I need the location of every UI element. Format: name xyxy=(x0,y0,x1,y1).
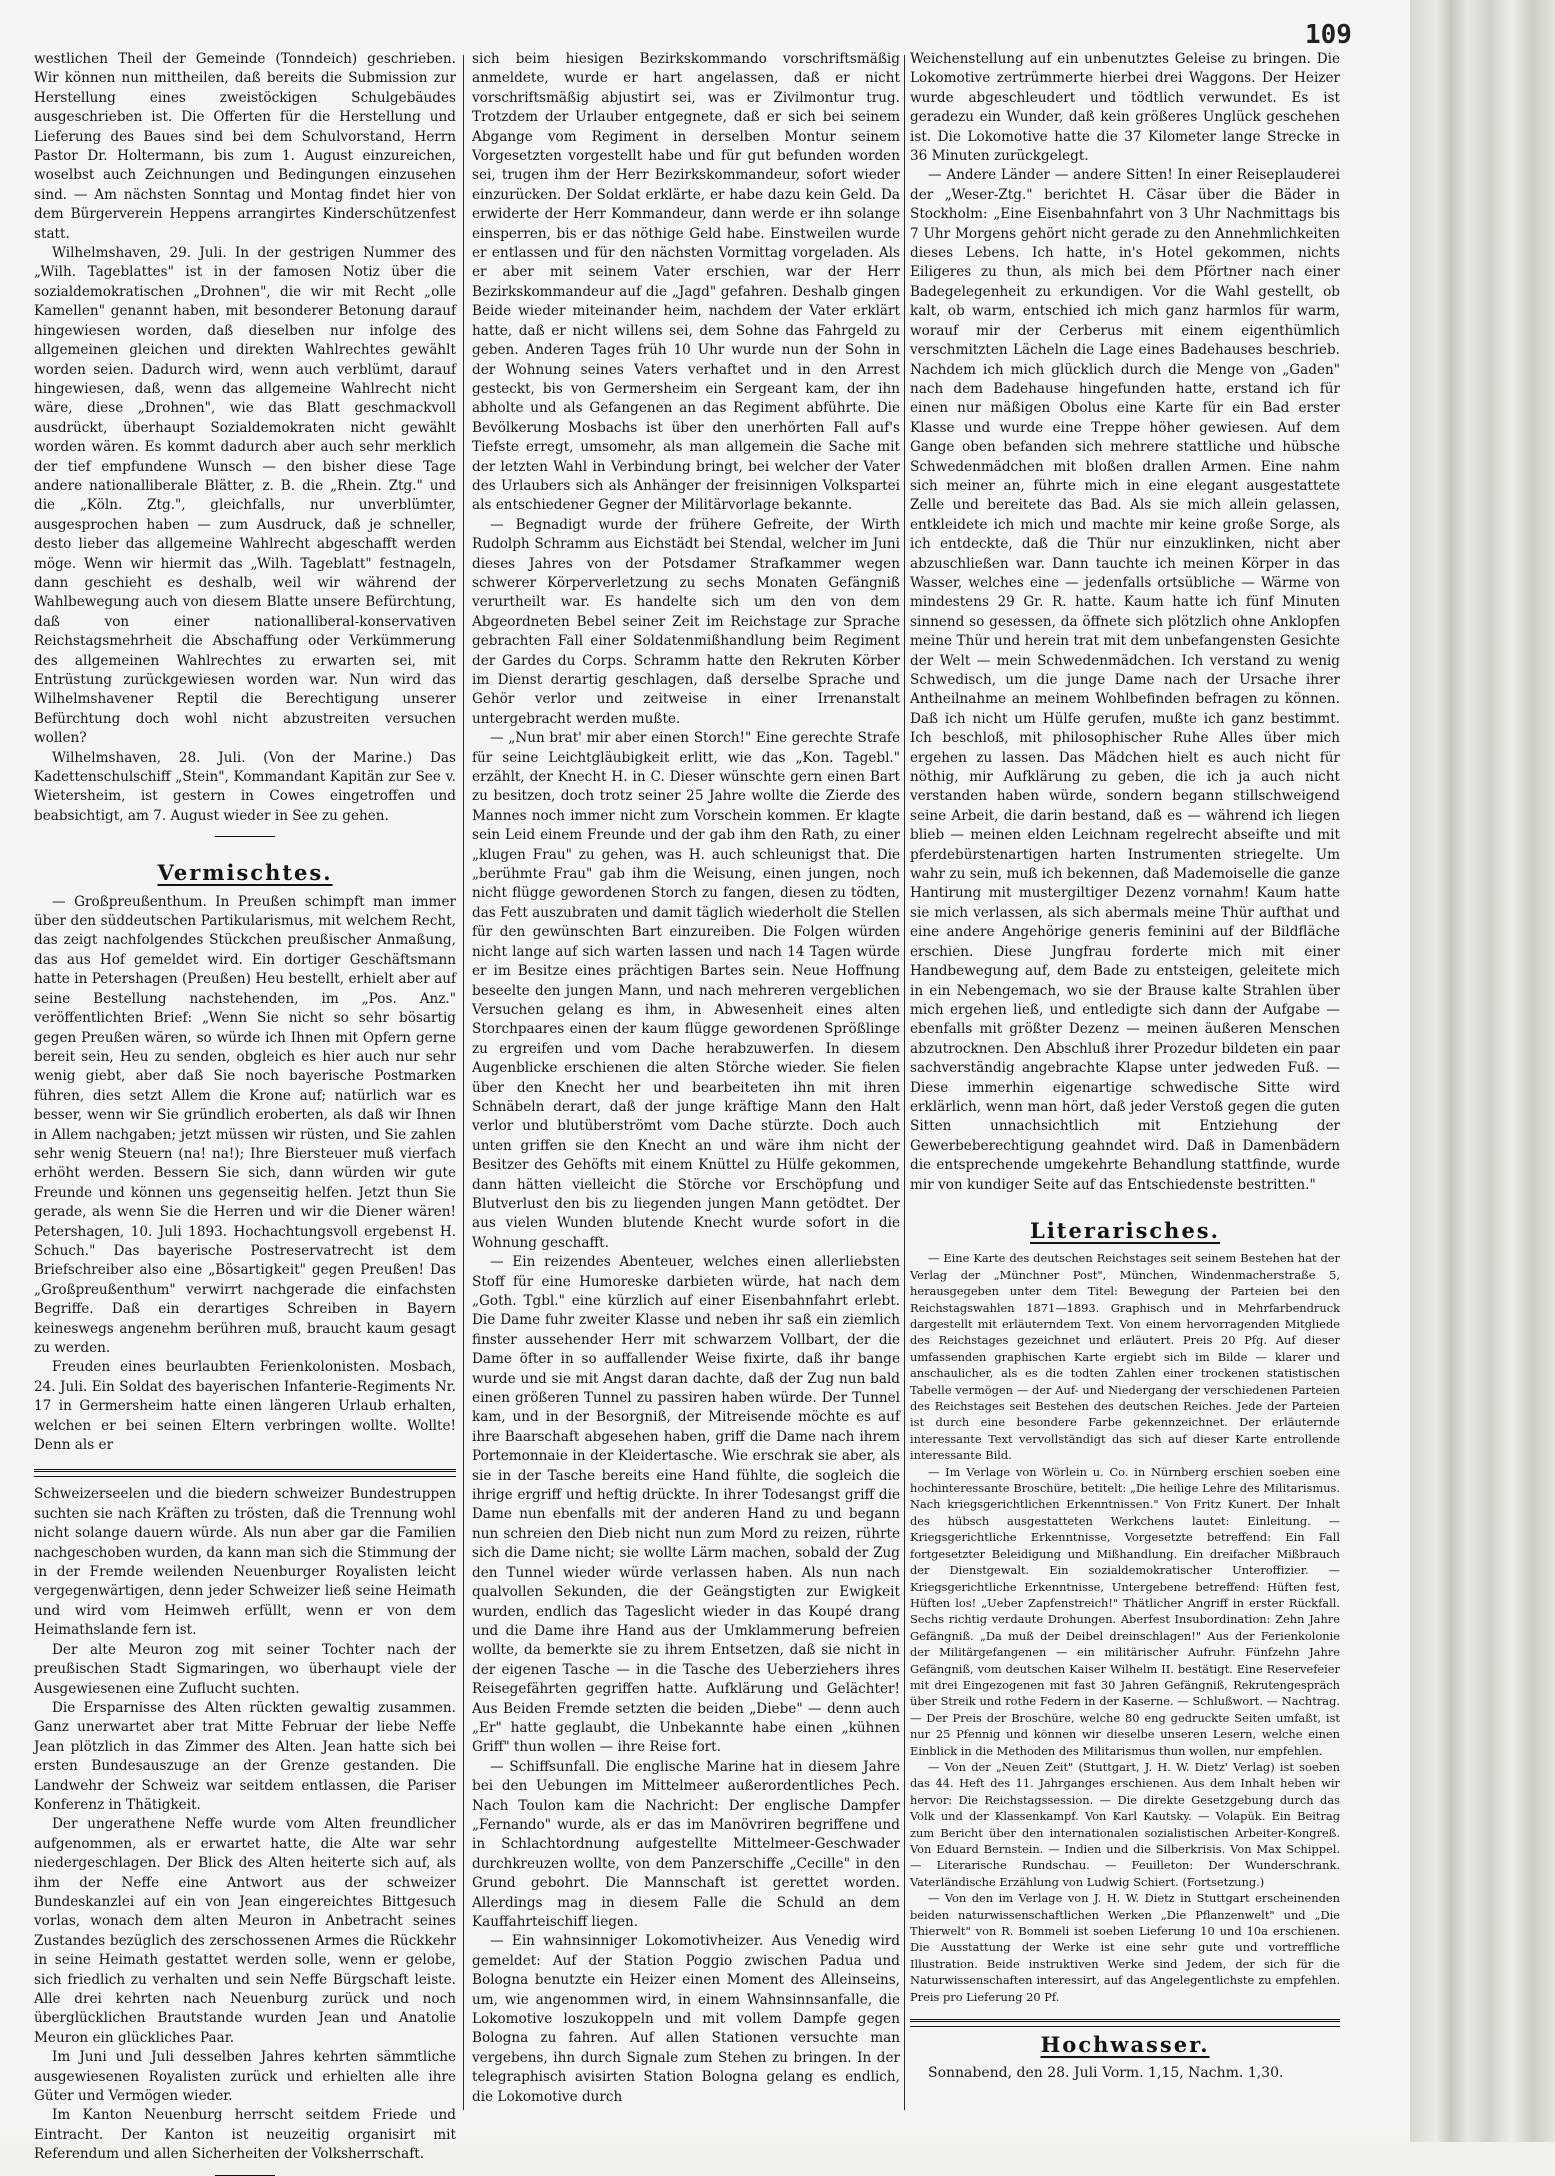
article-paragraph: — Ein wahnsinniger Lokomotivheizer. Aus Venedig wird gemeldet: Auf der Station Poggio zwischen Padua und Bologna benutzte ein Heizer einen Moment des Alleinseins, um, wie angenommen wird, in einem Wahnsinnsanfalle, die Lokomotive loszukoppeln und mit vollem Dampfe gegen Bologna zu fahren. Auf allen Stationen versuchte man vergebens, ihn durch Signale zum Stehen zu bringen. In der telegraphisch avisirten Station Bologna gelang es endlich, die Lokomotive durch xyxy=(472,1933,900,2105)
section-divider xyxy=(215,836,275,837)
column-2 xyxy=(472,50,900,2115)
feuilleton-divider xyxy=(34,1469,456,1477)
article-paragraph: Weichenstellung auf ein unbenutztes Geleise zu bringen. Die Lokomotive zertrümmerte hierbei drei Waggons. Der Heizer wurde abgeschleudert und tödtlich verwundet. Es ist geradezu ein Wunder, daß kein größeres Unglück geschehen ist. Die Lokomotive hatte die 37 Kilometer lange Strecke in 36 Minuten zurückgelegt. xyxy=(910,51,1340,165)
literature-paragraph: — Von der „Neuen Zeit" (Stuttgart, J. H. W. Dietz' Verlag) ist soeben das 44. Heft des 11. Jahrganges erschienen. Aus dem Inhalt heben wir hervor: Die Reichstagssession. — Die direkte Gesetzgebung durch das Volk und der Klassenkampf. Von Karl Kautsky. — Volapük. Ein Beitrag zum Bericht über den internationalen sozialistischen Arbeiter-Kongreß. Von Eduard Bernstein. — Indien und die Silberkrisis. Von Max Schippel. — Literarische Rundschau. — Feuilleton: Der Wunderschrank. Vaterländische Erzählung von Ludwig Schiert. (Fortsetzung.) xyxy=(910,1759,1340,1889)
article-paragraph: Wilhelmshaven, 28. Juli. (Von der Marine.) Das Kadettenschulschiff „Stein", Kommandant Kapitän zur See v. Wietersheim, ist gestern in Cowes eingetroffen und beabsichtigt, am 7. August wieder in See zu gehen. xyxy=(34,749,456,824)
article-paragraph: — Andere Länder — andere Sitten! In einer Reiseplauderei der „Weser-Ztg." berichtet H. Cäsar über die Bäder in Stockholm: „Eine Eisenbahnfahrt von 3 Uhr Nachmittags bis 7 Uhr Morgens gehört nicht gerade zu den Annehmlichkeiten dieses Lebens. Ich hatte, in's Hotel gekommen, nichts Eiligeres zu thun, als mich bei dem Pförtner nach einer Badegelegenheit zu erkundigen. Vor die Wahl gestellt, ob kalt, ob warm, entschied ich mich ganz harmlos für warm, worauf mir der Cerberus mit einem eigenthümlich verschmitzten Lächeln die Lage eines Badehauses beschrieb. Nachdem ich mich glücklich durch die Menge von „Gaden" nach dem Badehause hingefunden hatte, erstand ich für einen nur mäßigen Obolus eine Karte für ein Bad erster Klasse und wurde eine Treppe höher gewiesen. Auf dem Gange oben befanden sich mehrere stattliche und hübsche Schwedenmädchen mit bloßen drallen Armen. Eine nahm sich meiner an, führte mich in eine elegant ausgestattete Zelle und bereitete das Bad. Als sie mich allein gelassen, entkleidete ich mich und machte mir keine große Sorge, als ich entdeckte, daß die Thür nur einzuklinken, nicht aber abzuschließen war. Dann tauchte ich meinen Körper in das Wasser, welches eine — jedenfalls ortsübliche — Wärme von mindestens 29 Gr. R. hatte. Kaum hatte ich fünf Minuten sinnend so gesessen, da öffnete sich plötzlich ohne Anklopfen meine Thür und herein trat mit dem unbefangensten Gesichte der Welt — mein Schwedenmädchen. Ich verstand zu wenig Schwedisch, um die junge Dame nach der Ursache ihrer Antheilnahme an meinem Wohlbefinden befragen zu können. Daß ich nicht um Hülfe gerufen, mußte ich ganz bestimmt. Ich beschloß, mit philosophischer Ruhe Alles über mich ergehen zu lassen. Das Mädchen hielt es auch nicht für nöthig, mir Aufklärung zu geben, die ich ja auch nicht verstanden haben würde, sondern begann stillschweigend seine Arbeit, die darin bestand, daß es — während ich liegen blieb — meinen elden Leichnam regelrecht abseifte und mit pferdebürstenartigen harten Instrumenten striegelte. Um wahr zu sein, muß ich bekennen, daß Mademoiselle die ganze Hantirung mit mustergiltiger Dezenz vornahm! Kaum hatte sie mich verlassen, als sich abermals meine Thür aufthat und eine andere Angehörige generis feminini auf der Bildfläche erschien. Diese Jungfrau forderte mich mit einer Handbewegung auf, dem Bade zu entsteigen, geleitete mich in ein Nebengemach, wo sie der Brause kalte Strahlen über mich ergehen ließ, und entledigte sich dann der Aufgabe — ebenfalls mit größter Dezenz — meinen äußeren Menschen abzutrocknen. Den Abschluß ihrer Prozedur bildeten ein paar sachverständig angebrachte Klapse unter jedweden Fuß. — Diese immerhin eigenartige schwedische Sitte wird erklärlich, wenn man hört, daß jeder Verstoß gegen die guten Sitten unnachsichtlich mit Entziehung der Gewerbeberechtigung geahndet wird. Daß in Damenbädern die entsprechende umgekehrte Behandlung stattfinde, wurde mir von kundiger Seite auf das Entschiedenste bestritten." xyxy=(910,167,1340,1193)
tide-times: Sonnabend, den 28. Juli Vorm. 1,15, Nachm. 1,30. xyxy=(928,2065,1284,2082)
section-divider xyxy=(910,2019,1340,2027)
book-edge xyxy=(1410,0,1555,2142)
feuilleton-paragraph: Schweizerseelen und die biedern schweizer Bundestruppen suchten sie nach Kräften zu trösten, daß die Trennung wohl nicht solange dauern würde. Als nun aber gar die Familien nachgeschoben wurden, da kann man sich die Stimmung der in der Fremde weilenden Neuenburger Royalisten leicht vergegenwärtigen, denn jeder Schweizer ließ seine Heimath und wird vom Heimweh erfüllt, wenn er von dem Heimathslande fern ist. xyxy=(34,1486,456,1639)
literature-paragraph: — Von den im Verlage von J. H. W. Dietz in Stuttgart erscheinenden beiden naturwissenschaftlichen Werken „Die Pflanzenwelt" und „Die Thierwelt" von R. Bommeli ist soeben Lieferung 10 und 10a erschienen. Die Ausstattung der Werke ist eine sehr gute und vortreffliche Illustration. Beide instruktiven Werke sind Jedem, der sich für die Naturwissenschaften interessirt, auf das Angelegentlichste zu empfehlen. Preis pro Lieferung 20 Pf. xyxy=(910,1891,1340,2004)
literature-paragraph: — Eine Karte des deutschen Reichstages seit seinem Bestehen hat der Verlag der „Münchner Post", München, Windenmacherstraße 5, herausgegeben unter dem Titel: Bewegung der Parteien bei den Reichstagswahlen 1871—1893. Graphisch und in Mehrfarbendruck dargestellt mit erläuterndem Text. Von einem hervorragenden Mitgliede des Reichstages gezeichnet und erläutert. Preis 20 Pfg. Auf dieser umfassenden graphischen Karte ergiebt sich im Bilde — klarer und anschaulicher, als es die todten Zahlen einer trockenen statistischen Tabelle vermögen — der Auf- und Niedergang der verschiedenen Parteien des Reichstages seit Bestehen des deutschen Reiches. Jede der Parteien ist durch eine besondere Farbe gekennzeichnet. Der erläuternde interessante Text vervollständigt das sich auf dieser Karte entrollende interessante Bild. xyxy=(910,1251,1340,1463)
article-paragraph: sich beim hiesigen Bezirkskommando vorschriftsmäßig anmeldete, wurde er hart angelassen, daß er nicht vorschriftsmäßig abjustirt sei, was er Zivilmontur trug. Trotzdem der Urlauber entgegnete, daß er sich bei seinem Abgange vom Regiment in derselben Montur seinem Vorgesetzten vorgestellt habe und für gut befunden worden sei, trugen ihm der Herr Bezirkskommandeur, sofort wieder einzurücken. Der Soldat erklärte, er habe dazu kein Geld. Da erwiderte der Herr Kommandeur, dann werde er ihn solange einsperren, bis er das nöthige Geld habe. Einstweilen wurde er entlassen und für den nächsten Vormittag vorgeladen. Als er aber mit seinem Vater erschien, war der Herr Bezirkskommandeur auf die „Jagd" gefahren. Deshalb gingen Beide wieder miteinander heim, nachdem der Vater erklärt hatte, daß er nicht willens sei, dem Sohne das Fahrgeld zu geben. Anderen Tages früh 10 Uhr wurde nun der Sohn in der Wohnung seines Vaters verhaftet und in den Arrest gesteckt, bis von Germersheim ein Sergeant kam, der ihn abholte und als Gefangenen an das Regiment abführte. Die Bevölkerung Mosbachs ist über den unerhörten Fall auf's Tiefste erregt, umsomehr, als man allgemein die Sache mit der letzten Wahl in Verbindung bringt, bei welcher der Vater des Urlaubers sich als Anhänger der freisinnigen Volkspartei als entschiedener Gegner der Militärvorlage bekannte. xyxy=(472,51,900,514)
article-paragraph: Freuden eines beurlaubten Ferienkolonisten. Mosbach, 24. Juli. Ein Soldat des bayerischen Infanterie-Regiments Nr. 17 in Germersheim hatte einen längeren Urlaub erhalten, welchen er bei seinen Eltern verbringen wollte. Wollte! Denn als er xyxy=(34,1359,456,1454)
article-paragraph: — „Nun brat' mir aber einen Storch!" Eine gerechte Strafe für seine Leichtgläubigkeit erlitt, wie das „Kon. Tagebl." erzählt, der Knecht H. in C. Dieser wünschte gern einen Bart zu besitzen, doch trotz seiner 25 Jahre wollte die Zierde des Mannes noch immer nicht zum Vorschein kommen. Er klagte sein Leid einem Freunde und der gab ihm den Rath, zu einer „klugen Frau" zu gehen, was H. auch schleunigst that. Die „berühmte Frau" gab ihm die Weisung, einen jungen, noch nicht flügge gewordenen Storch zu fangen, diesen zu tödten, das Fett auszubraten und damit täglich wiederholt die Stellen für den gewünschten Bart einzureiben. Die Folgen würden nicht lange auf sich warten lassen und nach 14 Tagen würde er im Besitze eines prächtigen Bartes sein. Neue Hoffnung beseelte den jungen Mann, und nach mehreren vergeblichen Versuchen gelang es ihm, in Abwesenheit eines alten Storchpaares einen der kaum flügge gewordenen Sprößlinge zu ergreifen und vom Dache herabzuwerfen. In diesem Augenblicke erschienen die alten Störche wieder. Sie fielen über den Knecht her und bearbeiteten ihn mit ihren Schnäbeln derart, daß der junge kräftige Mann den Halt verlor und blutüberströmt vom Dache stürzte. Doch auch unten griffen sie den Knecht an und wäre ihm nicht der Besitzer des Gehöfts mit einem Knüttel zu Hülfe gekommen, dann hätten vielleicht die Störche vor Erschöpfung und Blutverlust den bis zu liegenden jungen Mann getödtet. Der aus vielen Wunden blutende Knecht wurde sofort in die Wohnung geschafft. xyxy=(472,730,900,1251)
feuilleton-paragraph: Der ungerathene Neffe wurde vom Alten freundlicher aufgenommen, als er erwartet hatte, die Alte war sehr niedergeschlagen. Der Blick des Alten heiterte sich auf, als ihm der Neffe eine Antwort aus der schweizer Bundeskanzlei auf ein von Jean eingereichtes Bittgesuch vorlas, wonach dem alten Meuron in Anbetracht seines Zustandes bezüglich des zerschossenen Armes die Rückkehr in seine Heimath gestattet werden solle, wenn er gelobe, sich friedlich zu verhalten und sein Neffe Bürgschaft leiste. Alle drei kehrten nach Neuenburg zurück und noch überglücklichen Brautstande wurden Jean und Anatolie Meuron ein glückliches Paar. xyxy=(34,1816,456,2046)
column-rule xyxy=(904,55,905,2110)
section-heading-hochwasser: Hochwasser. xyxy=(1040,2032,1210,2058)
article-paragraph: — Ein reizendes Abenteuer, welches einen allerliebsten Stoff für eine Humoreske darbieten würde, hat nach dem „Goth. Tgbl." eine kürzlich auf einer Eisenbahnfahrt erlebt. Die Dame fuhr zweiter Klasse und neben ihr saß ein ziemlich finster aussehender Herr mit schwarzem Vollbart, der die Dame öfter in so auffallender Weise fixirte, daß ihr bange wurde und sie mit Angst daran dachte, daß der Zug nun bald einen größeren Tunnel zu passiren haben würde. Der Tunnel kam, und in der Besorgniß, der Mitreisende möchte es auf ihre Baarschaft abgesehen haben, griff die Dame nach ihrem Portemonnaie in der Kleidertasche. Wie erschrak sie aber, als sie in der Tasche bereits eine Hand fühlte, die sogleich die ihrige ergriff und heftig drückte. In ihrer Todesangst griff die Dame nun ebenfalls mit der anderen Hand zu und begann nun schreien den Dieb nicht nun zum Mord zu reizen, rührte sich die Dame nicht; sie wollte Lärm machen, sobald der Zug den Tunnel wieder würde verlassen haben. Als nun nach qualvollen Sekunden, die der Geängstigten zur Ewigkeit wurden, endlich das Tageslicht wieder in das Koupé drang und die Dame ihre Hand aus der Umklammerung befreien wollte, da bemerkte sie zu ihrem Entsetzen, daß sie nicht in der eigenen Tasche — in die Tasche des Ueberziehers ihres Reisegefährten gegriffen hatte. Aufklärung und Gelächter! Aus Beiden Fremde setzten die beiden „Diebe" — denn auch „Er" hatte geglaubt, die Unbekannte habe einen „kühnen Griff" thun wollen — ihre Reise fort. xyxy=(472,1254,900,1756)
article-paragraph: — Begnadigt wurde der frühere Gefreite, der Wirth Rudolph Schramm aus Eichstädt bei Stendal, welcher im Juni dieses Jahres von der Potsdamer Strafkammer wegen schwerer Körperverletzung zu sechs Monaten Gefängniß verurtheilt war. Es handelte sich um den von dem Abgeordneten Bebel seiner Zeit im Reichstage zur Sprache gebrachten Fall einer Soldatenmißhandlung beim Regiment der Gardes du Corps. Schramm hatte den Rekruten Körber im Dienst derartig geschlagen, daß derselbe Sprache und Gehör verlor und zeitweise in einer Irrenanstalt untergebracht werden mußte. xyxy=(472,516,900,727)
page-number: 109 xyxy=(1305,20,1352,50)
column-rule xyxy=(463,55,464,2110)
column-3 xyxy=(910,50,1340,2115)
article-paragraph: — Großpreußenthum. In Preußen schimpft man immer über den süddeutschen Partikularismus, mit welchem Recht, das zeigt nachfolgendes Stückchen preußischer Anmaßung, das aus Hof gemeldet wird. Ein dortiger Geschäftsmann hatte in Petershagen (Preußen) Heu bestellt, erhielt aber auf seine Bestellung nachstehenden, im „Pos. Anz." veröffentlichten Brief: „Wenn Sie nicht so sehr bösartig gegen Preußen wären, so würde ich Ihnen mit Opfern gerne bereit sein, Heu zu senden, obgleich es hier auch nur sehr wenig giebt, aber daß Sie noch bayerische Postmarken führen, dies setzt Allem die Krone auf; natürlich war es besser, wenn wir Sie gründlich eroberten, als daß wir Ihnen in Allem nachgaben; jetzt müssen wir rüsten, und Sie zahlen sehr wenig Steuern (na! na!); Ihre Biersteuer muß vierfach erhöht werden. Bessern Sie sich, dann würden wir gute Freunde und können uns gegenseitig helfen. Jetzt thun Sie gerade, als wenn Sie die Herren und wir die Diener wären! Petershagen, 10. Juli 1893. Hochachtungsvoll ergebenst H. Schuch." Das bayerische Postreservatrecht ist dem Briefschreiber also eine „Bösartigkeit" gegen Preußen! Das „Großpreußenthum" verwirrt nachgerade die einfachsten Begriffe. Daß ein derartiges Schreiben in Bayern keineswegs angenehm berühren muß, braucht kaum gesagt zu werden. xyxy=(34,893,456,1356)
article-paragraph: — Schiffsunfall. Die englische Marine hat in diesem Jahre bei den Uebungen im Mittelmeer außerordentliches Pech. Nach Toulon kam die Nachricht: Der englische Dampfer „Fernando" wurde, als er das im Manövriren begriffene und in Schlachtordnung aufgestellte Mittelmeer-Geschwader durchkreuzen wollte, von dem Panzerschiffe „Cecille" in den Grund gebohrt. Die Mannschaft ist gerettet worden. Allerdings mag in diesem Falle die Schuld an dem Kauffahrteischiff liegen. xyxy=(472,1758,900,1930)
feuilleton-paragraph: Im Kanton Neuenburg herrscht seitdem Friede und Eintracht. Der Kanton ist neuzeitig organisirt mit Referendum und allen Sicherheiten der Volksherrschaft. xyxy=(34,2107,456,2163)
section-heading-literarisches: Literarisches. xyxy=(1030,1217,1220,1243)
column-1 xyxy=(34,50,456,2163)
feuilleton-paragraph: Im Juni und Juli desselben Jahres kehrten sämmtliche ausgewiesenen Royalisten zurück und erhielten alle ihre Güter und Vermögen wieder. xyxy=(34,2049,456,2105)
article-paragraph: westlichen Theil der Gemeinde (Tonndeich) geschrieben. Wir können nun mittheilen, daß bereits die Submission zur Herstellung eines zweistöckigen Schulgebäudes ausgeschrieben ist. Die Offerten für die Herstellung und Lieferung des Baues sind bei dem Schulvorstand, Herrn Pastor Dr. Holtermann, bis zum 1. August einzureichen, woselbst auch Zeichnungen und Bedingungen einzusehen sind. — Am nächsten Sonntag und Montag findet hier von dem Bürgerverein Heppens arrangirtes Kinderschützenfest statt. xyxy=(34,51,456,242)
feuilleton-paragraph: Die Ersparnisse des Alten rückten gewaltig zusammen. Ganz unerwartet aber trat Mitte Februar der liebe Neffe Jean plötzlich in das Zimmer des Alten. Jean hatte sich bei ersten Bundesauszuge an der Grenze gestanden. Die Landwehr der Schweiz war seitdem entlassen, die Pariser Konferenz in Thätigkeit. xyxy=(34,1699,456,1813)
section-heading-vermischtes: Vermischtes. xyxy=(157,860,333,886)
article-paragraph: Wilhelmshaven, 29. Juli. In der gestrigen Nummer des „Wilh. Tageblattes" ist in der famosen Notiz über die sozialdemokratischen „Drohnen", die wir mit Recht „olle Kamellen" genannt haben, mit besonderer Betonung darauf hingewiesen worden, daß dieselben nur infolge des allgemeinen gleichen und direkten Wahlrechtes gewählt worden seien. Dadurch wird, wenn auch verblümt, darauf hingewiesen, daß, wenn das allgemeine Wahlrecht nicht wäre, diese „Drohnen", wie das Blatt geschmackvoll ausdrückt, überhaupt Sozialdemokraten nicht gewählt worden wären. Es kommt dadurch aber auch sehr merklich der tief empfundene Wunsch — den bisher diese Tage andere nationalliberale Blätter, z. B. die „Rhein. Ztg." und die „Köln. Ztg.", gleichfalls, nur unverblümter, ausgesprochen haben — zum Ausdruck, daß je schneller, desto lieber das allgemeine Wahlrecht abgeschafft werden möge. Wenn wir hiermit das „Wilh. Tageblatt" festnageln, dann geschieht es deshalb, weil wir während der Wahlbewegung auch von diesem Blatte unsere Befürchtung, daß von einer nationalliberal-konservativen Reichstagsmehrheit die Abschaffung oder Verkümmerung des allgemeinen Wahlrechtes zu erwarten sei, mit Entrüstung zurückgewiesen worden war. Nun wird das Wilhelmshavener Reptil die Berechtigung unserer Befürchtung doch wohl nicht abzustreiten versuchen wollen? xyxy=(34,245,456,747)
literature-paragraph: — Im Verlage von Wörlein u. Co. in Nürnberg erschien soeben eine hochinteressante Broschüre, betitelt: „Die heilige Lehre des Militarismus. Nach kriegsgerichtlichen Erkenntnissen." Von Fritz Kunert. Der Inhalt des hübsch ausgestatteten Werkchens lautet: Einleitung. — Kriegsgerichtliche Erkenntnisse, Vorgesetzte betreffend: Ein Fall fortgesetzter Beleidigung und Mißhandlung. Ein dreifacher Mißbrauch der Dienstgewalt. Ein sozialdemokratischer Unteroffizier. — Kriegsgerichtliche Erkenntnisse, Untergebene betreffend: Hüften fest, Hüften los! „Ueber Zapfenstreich!" Thätlicher Angriff in erster Rückfall. Sechs richtig verdaute Drohungen. Aberfest Insubordination: Zehn Jahre Gefängniß. „Da muß der Deibel dreinschlagen!" Aus der Ferienkolonie der Militärgefangenen — ein militärischer Aufruhr. Fünfzehn Jahre Gefängniß, vom deutschen Kaiser Wilhelm II. bestätigt. Eine Reservefeier mit drei Eingezogenen mit fast 30 Jahren Gefängniß, Rekrutengespräch über Streik und rothe Federn in der Kaserne. — Schlußwort. — Nachtrag. — Der Preis der Broschüre, welche 80 eng gedruckte Seiten umfaßt, ist nur 25 Pfennig und können wir dieselbe unseren Lesern, welche einen Einblick in die Methoden des Militarismus thun wollen, nur empfehlen. xyxy=(910,1464,1340,1758)
feuilleton-paragraph: Der alte Meuron zog mit seiner Tochter nach der preußischen Stadt Sigmaringen, wo überhaupt viele der Ausgewiesenen eine Zuflucht suchten. xyxy=(34,1641,456,1697)
